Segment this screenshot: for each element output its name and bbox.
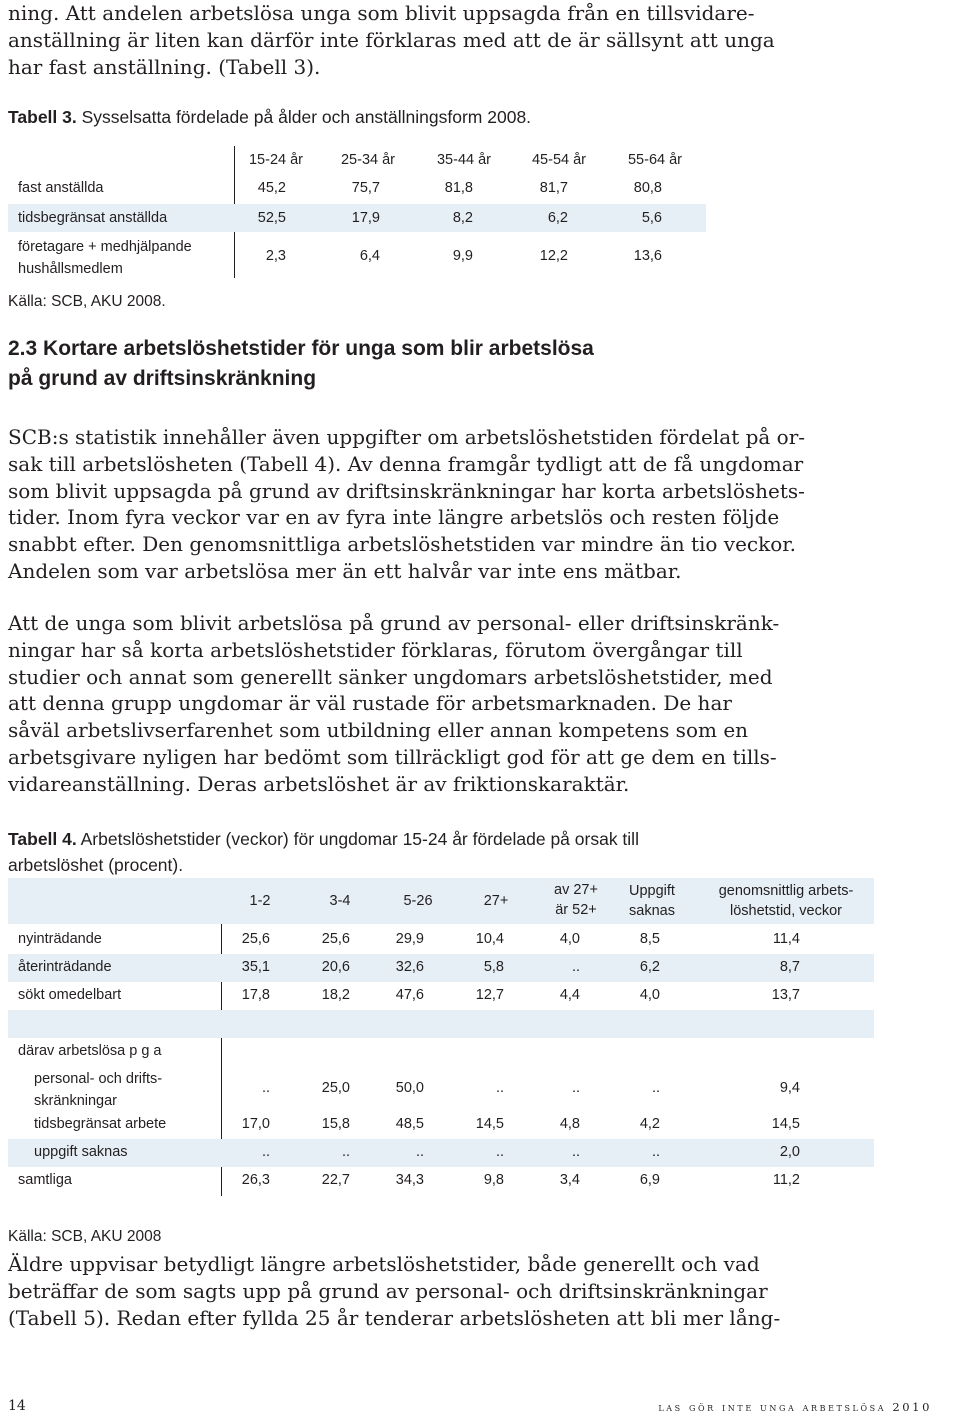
text-line: ningar har så korta arbetslöshetstider förklaras, förutom övergångar till	[8, 637, 743, 662]
cell: 22,7	[321, 1172, 350, 1188]
text-line: att denna grupp ungdomar är väl rustade för arbetsmarknaden. De har	[8, 691, 732, 716]
table3-header-row	[8, 152, 706, 174]
text-line: SCB:s statistik innehåller även uppgifter om arbetslöshetstiden fördelat på or-	[8, 425, 806, 449]
table3-caption-label: Tabell 3.	[8, 107, 77, 127]
table3-col-header: 45-54 år	[531, 152, 586, 168]
text-line: arbetsgivare nyligen har bedömt som tillräckligt god för att ge dem en tills-	[8, 744, 777, 769]
cell: 45,2	[257, 180, 286, 196]
cell: 17,9	[351, 210, 380, 226]
cell: 2,3	[265, 248, 286, 264]
cell: 15,8	[321, 1116, 350, 1132]
cell: 17,0	[241, 1116, 270, 1132]
text-line: anställning är liten kan därför inte förklaras med att de är sällsynt att unga	[8, 27, 775, 52]
row-label: tidsbegränsat anställda	[18, 210, 168, 226]
table4-caption	[8, 826, 639, 878]
heading-line: på grund av driftsinskränkning	[8, 367, 317, 390]
cell: 9,4	[779, 1080, 800, 1096]
table3-caption-text: Sysselsatta fördelade på ålder och anställningsform 2008.	[76, 107, 532, 127]
cell: 8,7	[779, 959, 800, 975]
cell: 26,3	[241, 1172, 270, 1188]
table-row	[8, 954, 874, 982]
table3-col-header: 55-64 år	[627, 152, 682, 168]
cell: 11,4	[772, 931, 800, 947]
cell: ..	[651, 1144, 660, 1160]
text-line: Att de unga som blivit arbetslösa på grund av personal- eller driftsinskränk-	[8, 611, 780, 635]
cell: ..	[261, 1144, 270, 1160]
table3-source: Källa: SCB, AKU 2008.	[8, 293, 166, 310]
cell: 12,2	[539, 248, 568, 264]
table4-header-row	[8, 878, 874, 924]
cell: 10,4	[475, 931, 504, 947]
row-label-line: hushållsmedlem	[18, 261, 123, 277]
cell: 5,8	[483, 959, 504, 975]
cell: 35,1	[241, 959, 270, 975]
paragraph-1	[8, 424, 806, 585]
table4-caption-text: arbetslöshet (procent).	[8, 855, 184, 875]
text-line: ning. Att andelen arbetslösa unga som blivit uppsagda från en tillsvidare-	[8, 1, 755, 25]
row-label: tidsbegränsat arbete	[34, 1116, 167, 1132]
cell: 18,2	[321, 987, 350, 1003]
header-line: löshetstid, veckor	[729, 903, 843, 919]
row-label: nyinträdande	[18, 931, 102, 947]
cell: 50,0	[395, 1080, 424, 1096]
table4-caption-text: Arbetslöshetstider (veckor) för ungdomar 15-24 år fördelade på orsak till	[76, 829, 639, 849]
row-label	[18, 236, 192, 280]
cell: ..	[571, 1080, 580, 1096]
cell: ..	[415, 1144, 424, 1160]
table4-col-header: 3-4	[329, 893, 351, 909]
cell: 81,7	[539, 180, 568, 196]
cell: 48,5	[395, 1116, 424, 1132]
text-line: sak till arbetslösheten (Tabell 4). Av denna framgår tydligt att de få ungdomar	[8, 451, 804, 476]
cell: 4,4	[559, 987, 580, 1003]
paragraph-2	[8, 610, 780, 798]
cell: 25,0	[321, 1080, 350, 1096]
cell: ..	[495, 1144, 504, 1160]
cell: 81,8	[444, 180, 473, 196]
cell: 52,5	[257, 210, 286, 226]
cell: 29,9	[395, 931, 424, 947]
row-label	[34, 1068, 162, 1112]
table-row	[8, 1043, 874, 1065]
cell: ..	[495, 1080, 504, 1096]
table3-col-header: 15-24 år	[248, 152, 303, 168]
text-line: Andelen som var arbetslösa mer än ett halvår var inte ens mätbar.	[8, 558, 682, 583]
cell: 5,6	[641, 210, 662, 226]
table4-source: Källa: SCB, AKU 2008	[8, 1228, 162, 1245]
row-label: återinträdande	[18, 959, 112, 975]
cell: 6,9	[639, 1172, 660, 1188]
row-label: sökt omedelbart	[18, 987, 122, 1003]
table4-caption-label: Tabell 4.	[8, 829, 77, 849]
text-line: snabbt efter. Den genomsnittliga arbetslöshetstiden var mindre än tio veckor.	[8, 532, 796, 557]
table-row	[8, 987, 874, 1009]
cell: 12,7	[475, 987, 504, 1003]
cell: 25,6	[241, 931, 270, 947]
table-row	[8, 1139, 874, 1167]
table-row	[8, 931, 874, 953]
cell: 17,8	[241, 987, 270, 1003]
table-row	[8, 236, 706, 278]
cell: 9,8	[483, 1172, 504, 1188]
text-line: har fast anställning. (Tabell 3).	[8, 54, 321, 79]
heading-line: 2.3 Kortare arbetslöshetstider för unga som blir arbetslösa	[8, 337, 594, 360]
row-label: därav arbetslösa p g a	[18, 1043, 162, 1059]
running-title: las gör inte unga arbetslösa 2010	[658, 1400, 932, 1414]
cell: 14,5	[771, 1116, 800, 1132]
cell: 6,4	[359, 248, 380, 264]
header-line: är 52+	[555, 902, 597, 918]
text-line: såväl arbetslivserfarenhet som utbildning eller annan kompetens som en	[8, 718, 749, 743]
table-row	[8, 1068, 874, 1112]
table-row	[8, 1172, 874, 1194]
text-line: (Tabell 5). Redan efter fyllda 25 år tenderar arbetslösheten att bli mer lång-	[8, 1305, 781, 1330]
cell: 13,6	[633, 248, 662, 264]
table4-col-header: 27+	[483, 893, 509, 909]
cell: 6,2	[639, 959, 660, 975]
page-number: 14	[8, 1398, 26, 1414]
cell: 6,2	[547, 210, 568, 226]
cell: 47,6	[395, 987, 424, 1003]
row-label-line: personal- och drifts-	[34, 1071, 163, 1087]
table4-col-header	[696, 881, 876, 921]
cell: ..	[571, 1144, 580, 1160]
paragraph-3	[8, 1251, 781, 1331]
section-heading	[8, 334, 594, 394]
table-spacer-row	[8, 1010, 874, 1038]
table-row	[8, 180, 706, 202]
cell: 25,6	[321, 931, 350, 947]
cell: 4,0	[559, 931, 580, 947]
table3-col-header: 35-44 år	[436, 152, 491, 168]
cell: 75,7	[351, 180, 380, 196]
table4-col-header	[541, 880, 611, 920]
cell: 13,7	[771, 987, 800, 1003]
row-label: uppgift saknas	[34, 1144, 128, 1160]
cell: ..	[341, 1144, 350, 1160]
cell: 4,2	[639, 1116, 660, 1132]
intro-paragraph	[8, 0, 775, 80]
table-row	[8, 204, 706, 232]
table4-col-header: 1-2	[249, 893, 271, 909]
header-line: genomsnittlig arbets-	[718, 883, 854, 899]
cell: ..	[651, 1080, 660, 1096]
cell: 4,8	[559, 1116, 580, 1132]
text-line: studier och annat som generellt sänker ungdomars arbetslöshetstider, med	[8, 664, 773, 689]
text-line: vidareanställning. Deras arbetslöshet är av friktionskaraktär.	[8, 771, 630, 796]
cell: 4,0	[639, 987, 660, 1003]
table3-col-header: 25-34 år	[340, 152, 395, 168]
text-line: som blivit uppsagda på grund av driftsinskränkningar har korta arbetslöshets-	[8, 478, 805, 503]
table4-col-header	[617, 881, 687, 921]
header-line: av 27+	[554, 882, 598, 898]
cell: ..	[571, 959, 580, 975]
row-label-line: företagare + medhjälpande	[18, 239, 192, 255]
text-line: Äldre uppvisar betydligt längre arbetslöshetstider, både generellt och vad	[8, 1252, 760, 1276]
text-line: tider. Inom fyra veckor var en av fyra inte längre arbetslös och resten följde	[8, 505, 780, 530]
cell: 20,6	[321, 959, 350, 975]
cell: ..	[261, 1080, 270, 1096]
cell: 34,3	[395, 1172, 424, 1188]
text-line: beträffar de som sagts upp på grund av personal- och driftsinskränkningar	[8, 1278, 768, 1303]
table-row	[8, 1116, 874, 1138]
cell: 9,9	[452, 248, 473, 264]
cell: 14,5	[475, 1116, 504, 1132]
table3-caption	[8, 104, 531, 130]
table4-col-header: 5-26	[403, 893, 433, 909]
cell: 8,5	[639, 931, 660, 947]
cell: 3,4	[559, 1172, 580, 1188]
row-label: samtliga	[18, 1172, 72, 1188]
cell: 8,2	[452, 210, 473, 226]
header-line: Uppgift	[629, 883, 675, 899]
row-label-line: skränkningar	[34, 1093, 118, 1109]
cell: 32,6	[395, 959, 424, 975]
cell: 11,2	[772, 1172, 800, 1188]
header-line: saknas	[629, 903, 675, 919]
cell: 2,0	[779, 1144, 800, 1160]
row-label: fast anställda	[18, 180, 104, 196]
cell: 80,8	[633, 180, 662, 196]
